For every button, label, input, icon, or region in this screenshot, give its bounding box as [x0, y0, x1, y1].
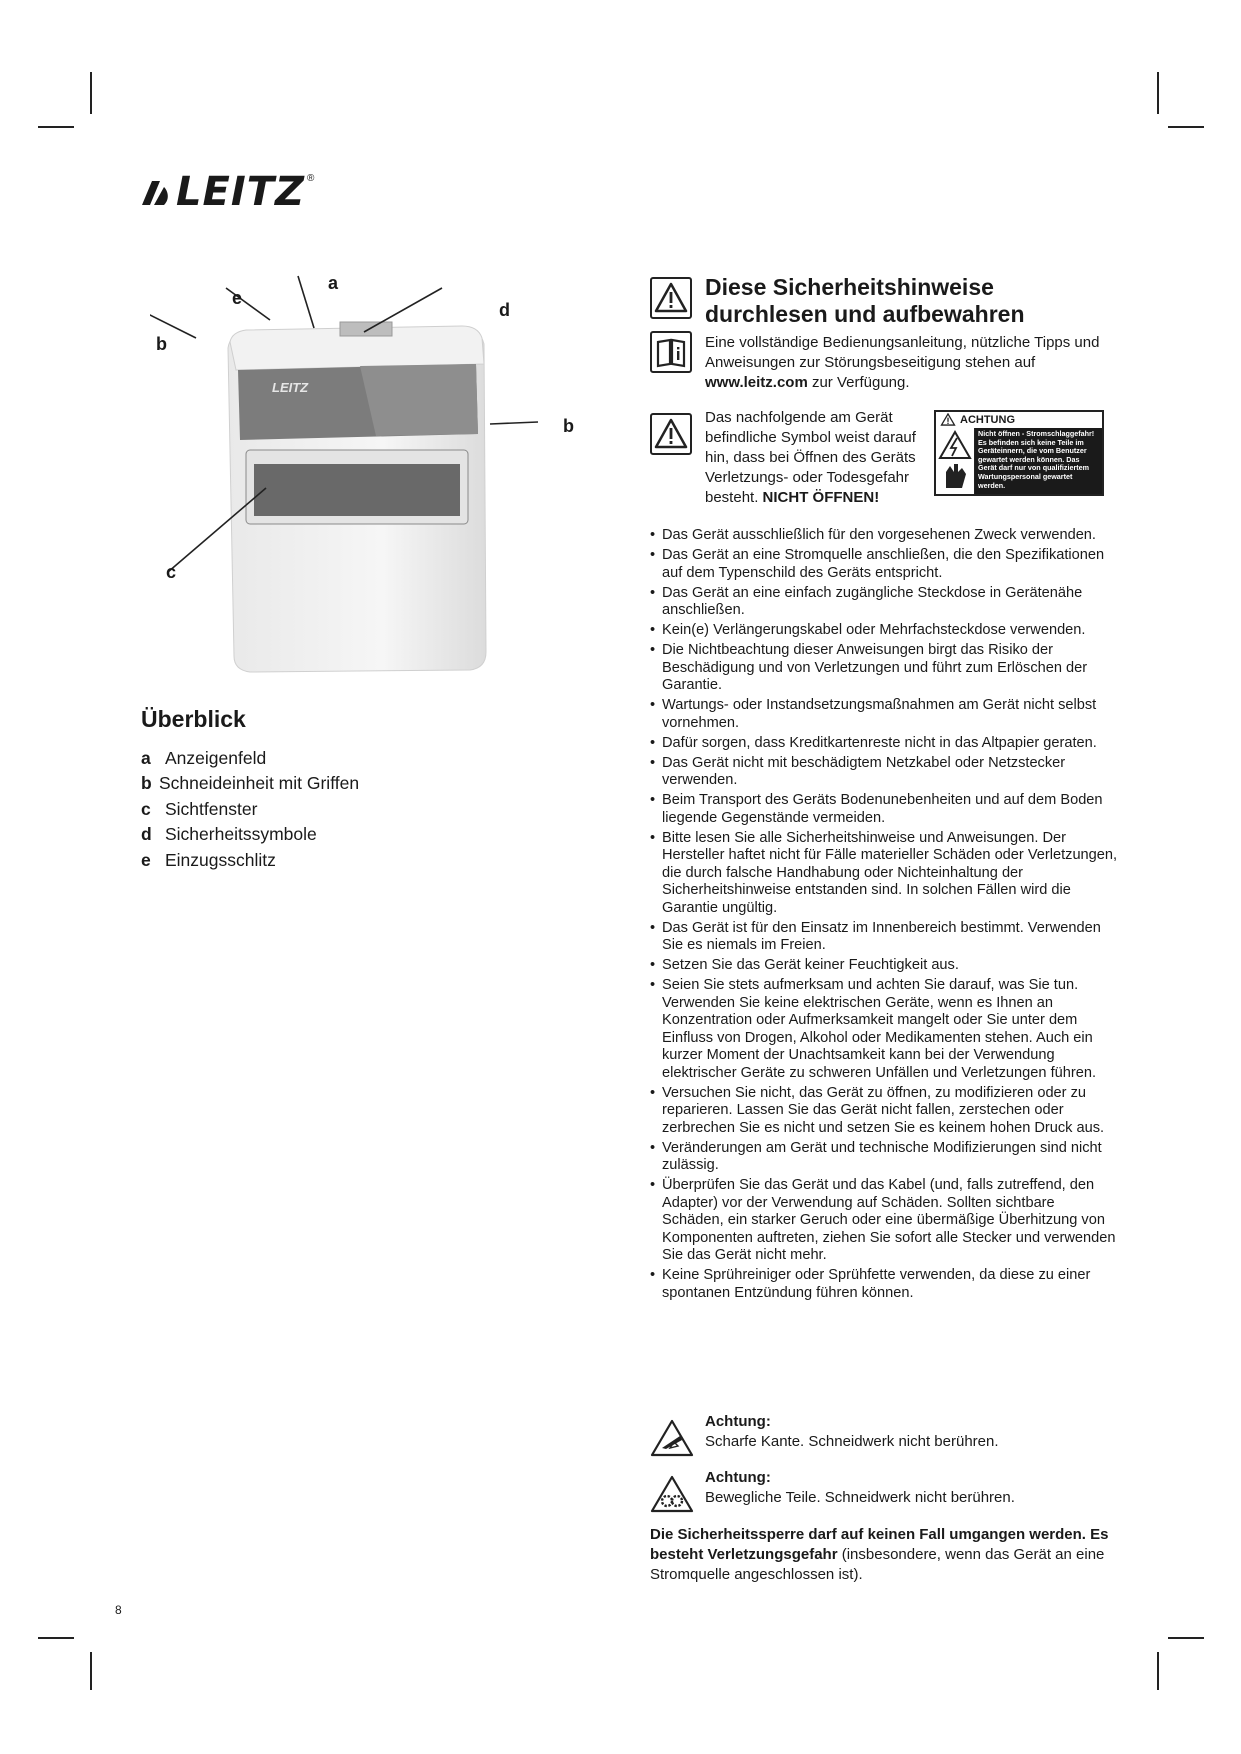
manual-book-icon	[650, 331, 692, 373]
item-key: d	[141, 824, 152, 845]
final-warning-rest: (insbesondere, wenn das Gerät an eine Stromquelle angeschlossen ist).	[650, 1546, 1105, 1583]
callout-a: a	[328, 273, 339, 293]
item-label: Sicherheitssymbole	[165, 824, 317, 845]
intro-pre: Eine vollständige Bedienungsanleitung, nützliche Tipps und Anweisungen zur Störungsbeseitigung stehen auf	[705, 334, 1100, 371]
list-item: • Überprüfen Sie das Gerät und das Kabel (und, falls zutreffend, den Adapter) vor der Verwendung auf Schäden. Sollten sichtbare Schäden, ein starker Geruch oder eine übermäßige Überhitzung von Komponenten auftreten, ziehen Sie sofort alle Stecker und verwenden Sie das Gerät nicht mehr.	[650, 1177, 1120, 1265]
crop-mark	[38, 1637, 74, 1639]
callout-e: e	[232, 288, 243, 308]
crop-mark	[38, 126, 74, 128]
callout-b-left: b	[156, 334, 167, 354]
crop-mark	[1168, 126, 1204, 128]
achtung-label-body	[936, 428, 1102, 494]
intro-post: zur Verfügung.	[807, 374, 910, 391]
logo-text: LEITZ	[176, 169, 305, 215]
item-key: b	[141, 773, 152, 794]
list-item	[141, 797, 359, 822]
list-item: • Setzen Sie das Gerät keiner Feuchtigkeit aus.	[650, 957, 1120, 975]
list-item: • Versuchen Sie nicht, das Gerät zu öffnen, zu modifizieren oder zu reparieren. Lassen Sie das Gerät nicht fallen, zerstechen oder zerbrechen Sie es nicht und setzen Sie es keinem hohen Druck aus.	[650, 1085, 1120, 1138]
list-item: • Das Gerät an eine einfach zugängliche Steckdose in Gerätenähe anschließen.	[650, 585, 1120, 620]
list-item: • Wartungs- oder Instandsetzungsmaßnahmen am Gerät nicht selbst vornehmen.	[650, 697, 1120, 732]
logo-registered: ®	[306, 172, 315, 184]
warning-triangle-icon	[940, 413, 956, 426]
list-item	[141, 746, 359, 771]
crop-mark	[1168, 1637, 1204, 1639]
caution-sharp-edge	[705, 1412, 999, 1452]
list-item: • Keine Sprühreiniger oder Sprühfette verwenden, da diese zu einer spontanen Entzündung führen können.	[650, 1267, 1120, 1302]
leitz-logo	[138, 170, 314, 214]
caution-text: Scharfe Kante. Schneidwerk nicht berühren.	[705, 1433, 999, 1450]
list-item: • Beim Transport des Geräts Bodenunebenheiten und auf dem Boden liegende Gegenstände vermeiden.	[650, 792, 1120, 827]
crop-mark	[1157, 1652, 1159, 1690]
list-item: • Kein(e) Verlängerungskabel oder Mehrfachsteckdose verwenden.	[650, 622, 1120, 640]
caution-title: Achtung:	[705, 1469, 771, 1486]
list-item: • Das Gerät ist für den Einsatz im Innenbereich bestimmt. Verwenden Sie es niemals im Freien.	[650, 920, 1120, 955]
crop-mark	[90, 72, 92, 114]
hint-pre: Das nachfolgende am Gerät befindliche Symbol weist darauf hin, dass bei Öffnen des Geräts Verletzungs- oder Todesgefahr besteht.	[705, 409, 916, 506]
item-key: e	[141, 849, 151, 870]
shredder-illustration	[150, 272, 590, 692]
list-item: • Seien Sie stets aufmerksam und achten Sie darauf, was Sie tun. Verwenden Sie keine elektrischen Geräte, wenn es Ihnen an Konzentration oder Aufmerksamkeit mangelt oder Sie unter dem Einfluss von Drogen, Alkohol oder Medikamenten stehen. Auch ein kurzer Moment der Unachtsamkeit kann bei der Verwendung elektrischer Geräte zu schweren Unfällen und Verletzungen führen.	[650, 977, 1120, 1082]
intro-text	[705, 333, 1105, 393]
list-item: • Dafür sorgen, dass Kreditkartenreste nicht in das Altpapier geraten.	[650, 735, 1120, 753]
list-item: • Bitte lesen Sie alle Sicherheitshinweise und Anweisungen. Der Hersteller haftet nicht für Fälle materieller Schäden oder Verletzungen, die durch falsche Handhabung oder Nichteinhaltung der Sicherheitshinweise entstanden sind. In solchen Fällen wird die Garantie ungültig.	[650, 830, 1120, 918]
caution-moving-parts	[705, 1468, 1015, 1508]
callout-d: d	[499, 300, 510, 320]
callout-b-right: b	[563, 416, 574, 436]
warning-triangle-icon	[650, 277, 692, 319]
achtung-label-text: Nicht öffnen - Stromschlaggefahr! Es befinden sich keine Teile im Geräteinnern, die vom Benutzer gewartet werden können. Das Gerät darf nur von qualifiziertem Wartungspersonal gewartet werden.	[975, 428, 1102, 494]
caution-title: Achtung:	[705, 1413, 771, 1430]
safety-rules-list	[650, 527, 1120, 1305]
electric-hazard-icon	[936, 428, 975, 494]
moving-parts-icon	[650, 1474, 694, 1514]
page-number: 8	[115, 1603, 122, 1617]
overview-list	[141, 746, 359, 873]
intro-link[interactable]: www.leitz.com	[705, 374, 808, 391]
sharp-edge-icon	[650, 1418, 694, 1458]
safety-title-line2: durchlesen und aufbewahren	[705, 301, 1025, 327]
caution-text: Bewegliche Teile. Schneidwerk nicht berühren.	[705, 1489, 1015, 1506]
safety-title	[705, 274, 1125, 328]
list-item	[141, 848, 359, 873]
final-warning	[650, 1525, 1120, 1585]
list-item: • Die Nichtbeachtung dieser Anweisungen birgt das Risiko der Beschädigung und von Verletzungen und führt zum Erlöschen der Garantie.	[650, 642, 1120, 695]
hint-text	[705, 408, 935, 508]
item-label: Schneideinheit mit Griffen	[159, 773, 360, 794]
item-key: a	[141, 748, 151, 768]
hint-bold: NICHT ÖFFNEN!	[762, 489, 880, 506]
crop-mark	[90, 1652, 92, 1690]
device-brand-label: LEITZ	[272, 380, 309, 395]
list-item: • Das Gerät nicht mit beschädigtem Netzkabel oder Netzstecker verwenden.	[650, 755, 1120, 790]
achtung-label-head	[936, 412, 1102, 429]
item-label: Sichtfenster	[165, 798, 258, 819]
warning-triangle-icon	[650, 413, 692, 455]
final-warning-bold: Die Sicherheitssperre darf auf keinen Fall umgangen werden. Es besteht Verletzungsgefahr	[650, 1526, 1109, 1563]
leitz-logo-icon	[138, 175, 172, 209]
item-label: Anzeigenfeld	[165, 748, 267, 768]
item-key: c	[141, 798, 151, 819]
crop-mark	[1157, 72, 1159, 114]
item-label: Einzugsschlitz	[165, 849, 276, 870]
list-item	[141, 771, 359, 796]
list-item: • Das Gerät ausschließlich für den vorgesehenen Zweck verwenden.	[650, 527, 1120, 545]
achtung-label-title: ACHTUNG	[960, 414, 1015, 426]
overview-title: Überblick	[141, 706, 246, 732]
callout-c: c	[166, 562, 177, 582]
list-item	[141, 822, 359, 847]
achtung-label	[934, 410, 1104, 496]
list-item: • Veränderungen am Gerät und technische Modifizierungen sind nicht zulässig.	[650, 1140, 1120, 1175]
list-item: • Das Gerät an eine Stromquelle anschließen, die den Spezifikationen auf dem Typenschild des Geräts entspricht.	[650, 547, 1120, 582]
safety-title-line1: Diese Sicherheitshinweise	[705, 274, 994, 300]
